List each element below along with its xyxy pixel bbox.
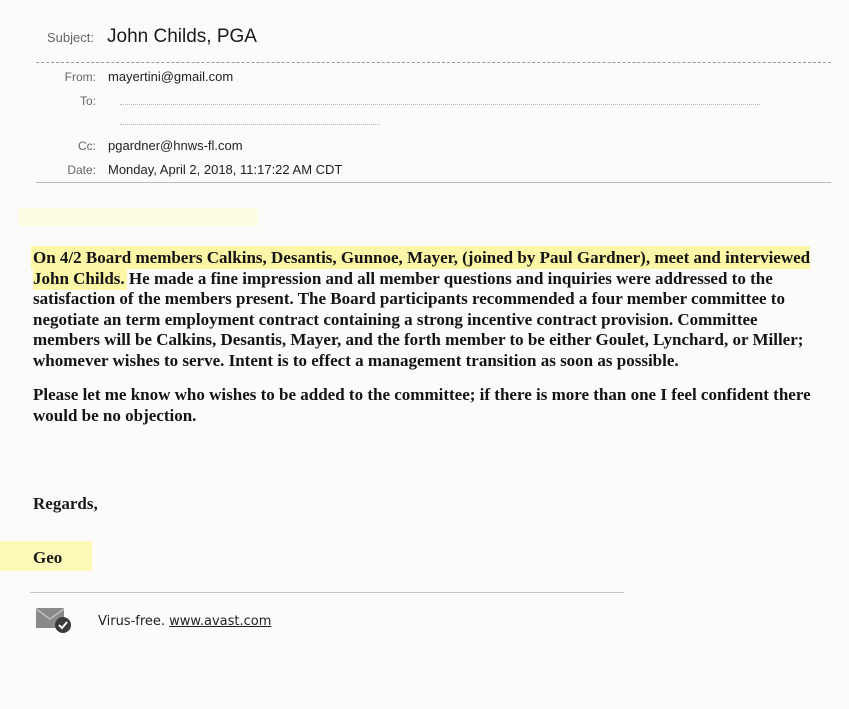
envelope-check-icon [35,606,73,634]
subject-value: John Childs, PGA [107,26,257,47]
footer-divider [30,592,624,593]
avast-link[interactable]: www.avast.com [169,614,272,629]
cc-value[interactable]: pgardner@hnws-fl.com [108,138,243,153]
virus-free-label: Virus-free. [98,614,166,629]
paragraph-1 [33,248,823,371]
to-redacted-line [120,104,760,105]
message-body [33,248,823,440]
header-divider [36,182,831,183]
paragraph-1-text: He made a fine impression and all member questions and inquiries were addressed to the satisfaction of the members present. The Board participants recommended a four member committee to negotiate an term employment contract containing a strong incentive contract provision. Committee members will be Calkins, Desantis, Mayer, and the forth member to be either Goulet, Lynchard, or Miller; whomever wishes to serve. Intent is to effect a management transition as soon as possible. [33,268,804,370]
date-label: Date: [67,163,96,177]
highlighted-text: On 4/2 Board members Calkins, Desantis, Gunnoe, Mayer, (joined by Paul Gardner), meet and interviewed John Childs. [33,248,811,288]
cc-label: Cc: [78,139,96,153]
signature: Geo [33,548,63,567]
from-value[interactable]: mayertini@gmail.com [108,69,234,84]
to-label: To: [79,94,96,108]
from-label: From: [64,70,96,84]
date-value: Monday, April 2, 2018, 11:17:22 AM CDT [108,162,343,177]
highlight-mark [18,208,258,226]
closing: Regards, [33,494,98,513]
to-redacted-line-2 [120,124,380,125]
virus-free-notice [98,614,271,629]
subject-divider [36,62,831,63]
paragraph-2: Please let me know who wishes to be added to the committee; if there is more than one I feel confident there would be no objection. [33,385,811,425]
subject-label: Subject: [47,30,94,45]
